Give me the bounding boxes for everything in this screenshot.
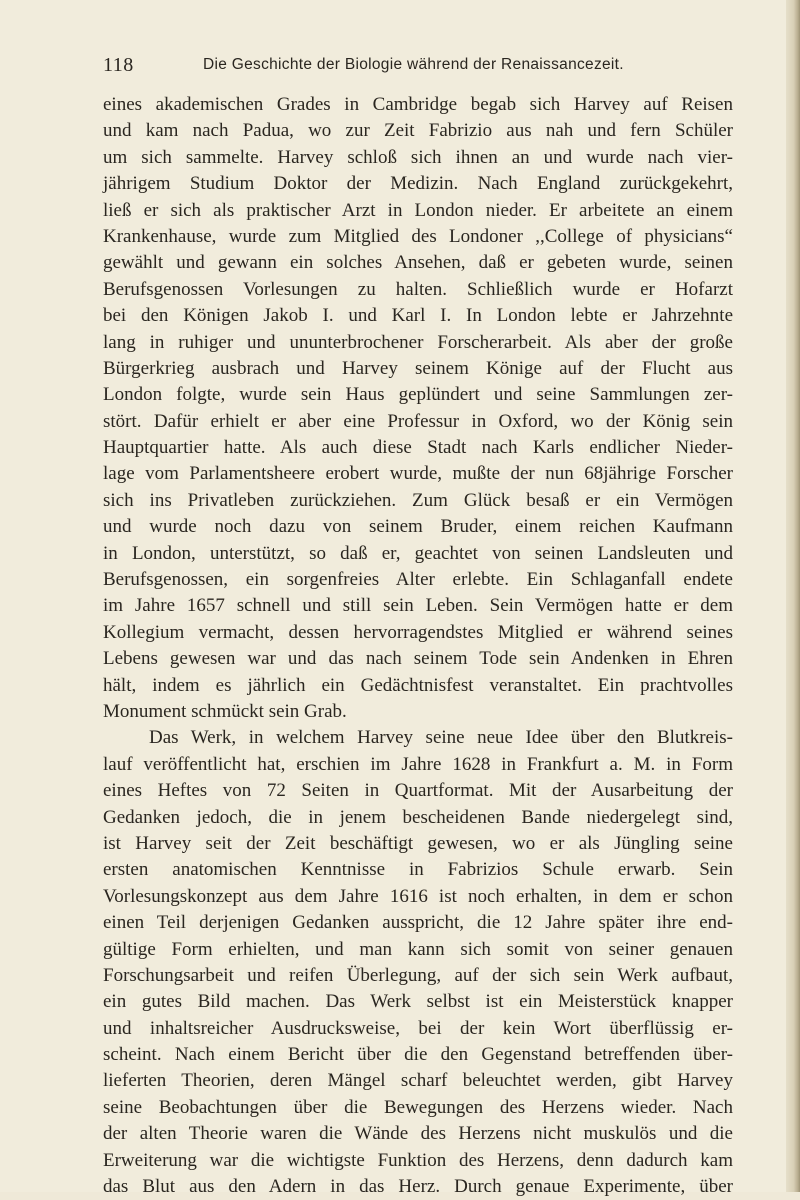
page-edge bbox=[786, 0, 800, 1192]
text-line: gültige Form erhielten, und man kann sich somit von seiner genauen bbox=[103, 938, 733, 960]
text-line: seine Beobachtungen über die Bewegungen des Herzens wieder. Nach bbox=[103, 1096, 733, 1118]
text-line: Gedanken jedoch, die in jenem bescheidenen Bande niedergelegt sind, bbox=[103, 806, 733, 828]
text-line: Vorlesungskonzept aus dem Jahre 1616 ist noch erhalten, in dem er schon bbox=[103, 885, 733, 907]
text-line: Lebens gewesen war und das nach seinem Tode sein Andenken in Ehren bbox=[103, 648, 733, 670]
text-line: scheint. Nach einem Bericht über die den Gegenstand betreffenden über- bbox=[103, 1044, 733, 1066]
text-line: bei den Königen Jakob I. und Karl I. In London lebte er Jahrzehnte bbox=[103, 305, 733, 327]
text-line: Kollegium vermacht, dessen hervorragendstes Mitglied er während seines bbox=[103, 621, 733, 643]
text-line: Krankenhause, wurde zum Mitglied des Londoner ,,College of physicians“ bbox=[103, 225, 733, 247]
text-line: ein gutes Bild machen. Das Werk selbst ist ein Meisterstück knapper bbox=[103, 991, 733, 1013]
text-line: hält, indem es jährlich ein Gedächtnisfest veranstaltet. Ein prachtvolles bbox=[103, 674, 733, 696]
text-line: und wurde noch dazu von seinem Bruder, einem reichen Kaufmann bbox=[103, 516, 733, 538]
text-line: eines Heftes von 72 Seiten in Quartformat. Mit der Ausarbeitung der bbox=[103, 780, 733, 802]
text-line: ersten anatomischen Kenntnisse in Fabrizios Schule erwarb. Sein bbox=[103, 859, 733, 881]
text-line: Berufsgenossen, ein sorgenfreies Alter erlebte. Ein Schlaganfall endete bbox=[103, 569, 733, 591]
text-line: Forschungsarbeit und reifen Überlegung, auf der sich sein Werk aufbaut, bbox=[103, 964, 733, 986]
text-line: und kam nach Padua, wo zur Zeit Fabrizio aus nah und fern Schüler bbox=[103, 120, 733, 142]
text-line: jährigem Studium Doktor der Medizin. Nach England zurückgekehrt, bbox=[103, 173, 733, 195]
text-line: einen Teil derjenigen Gedanken ausspricht, die 12 Jahre später ihre end- bbox=[103, 912, 733, 934]
text-line: gewählt und gewann ein solches Ansehen, daß er gebeten wurde, seinen bbox=[103, 252, 733, 274]
text-line: der alten Theorie waren die Wände des Herzens nicht muskulös und die bbox=[103, 1123, 733, 1145]
text-line: im Jahre 1657 schnell und still sein Leben. Sein Vermögen hatte er dem bbox=[103, 595, 733, 617]
text-line: stört. Dafür erhielt er aber eine Professur in Oxford, wo der König sein bbox=[103, 410, 733, 432]
text-line: um sich sammelte. Harvey schloß sich ihnen an und wurde nach vier- bbox=[103, 146, 733, 168]
text-line: lauf veröffentlicht hat, erschien im Jahre 1628 in Frankfurt a. M. in Form bbox=[103, 753, 733, 775]
text-line: ist Harvey seit der Zeit beschäftigt gewesen, wo er als Jüngling seine bbox=[103, 832, 733, 854]
text-line: Erweiterung war die wichtigste Funktion des Herzens, denn dadurch kam bbox=[103, 1149, 733, 1171]
text-line: Berufsgenossen Vorlesungen zu halten. Schließlich wurde er Hofarzt bbox=[103, 278, 733, 300]
text-line: eines akademischen Grades in Cambridge begab sich Harvey auf Reisen bbox=[103, 94, 733, 115]
text-line: Hauptquartier hatte. Als auch diese Stadt nach Karls endlicher Nieder- bbox=[103, 437, 733, 459]
text-line: in London, unterstützt, so daß er, geachtet von seinen Landsleuten und bbox=[103, 542, 733, 564]
page-header bbox=[103, 52, 733, 82]
text-line: ließ er sich als praktischer Arzt in London nieder. Er arbeitete an einem bbox=[103, 199, 733, 221]
text-line: London folgte, wurde sein Haus geplündert und seine Sammlungen zer- bbox=[103, 384, 733, 406]
text-line: lage vom Parlamentsheere erobert wurde, mußte der nun 68jährige Forscher bbox=[103, 463, 733, 485]
text-line: Monument schmückt sein Grab. bbox=[103, 700, 347, 722]
text-line: und inhaltsreicher Ausdrucksweise, bei der kein Wort überflüssig er- bbox=[103, 1017, 733, 1039]
text-line: Das Werk, in welchem Harvey seine neue Idee über den Blutkreis- bbox=[149, 727, 733, 749]
text-line: lang in ruhiger und ununterbrochener Forscherarbeit. Als aber der große bbox=[103, 331, 733, 353]
text-line: Bürgerkrieg ausbrach und Harvey seinem Könige auf der Flucht aus bbox=[103, 357, 733, 379]
body-text bbox=[103, 92, 733, 1200]
text-line: das Blut aus den Adern in das Herz. Durch genaue Experimente, über bbox=[103, 1176, 733, 1198]
page-number: 118 bbox=[103, 54, 134, 76]
running-title: Die Geschichte der Biologie während der Renaissancezeit. bbox=[203, 56, 624, 73]
text-line: sich ins Privatleben zurückziehen. Zum Glück besaß er ein Vermögen bbox=[103, 489, 733, 511]
text-line: lieferten Theorien, deren Mängel scharf beleuchtet werden, gibt Harvey bbox=[103, 1070, 733, 1092]
